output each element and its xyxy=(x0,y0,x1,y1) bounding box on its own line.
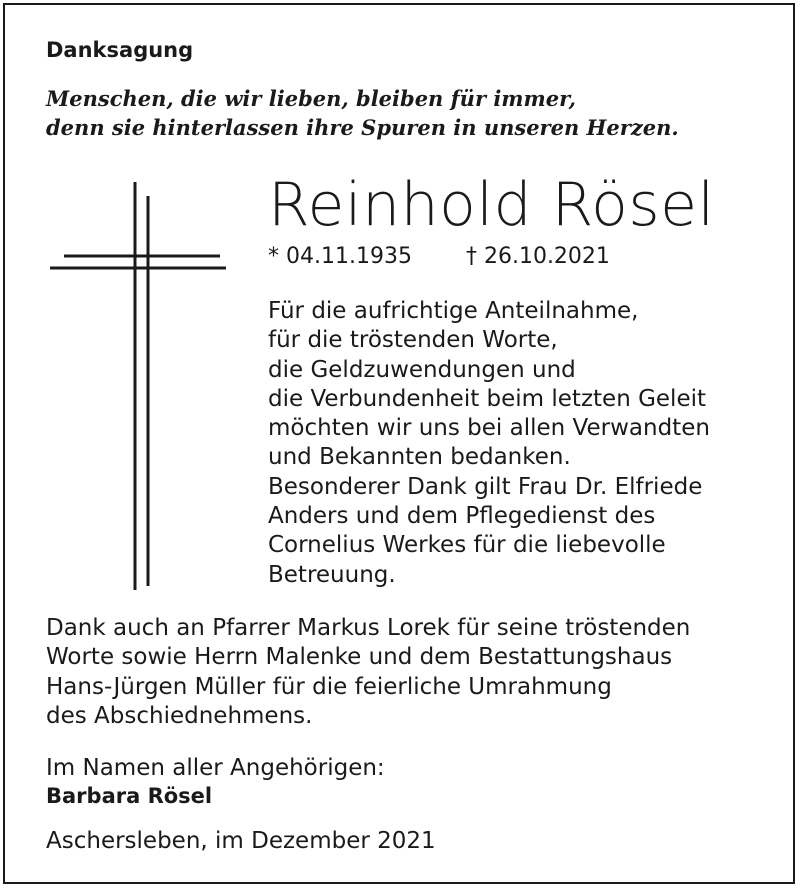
thanks-line: Für die aufrichtige Anteilnahme, xyxy=(268,298,639,324)
additional-thanks-line: Hans-Jürgen Müller für die feierliche Umrahmung xyxy=(46,673,612,700)
double-line-cross-icon xyxy=(50,182,226,590)
thanks-line: für die tröstenden Worte, xyxy=(268,327,558,354)
thanks-line: Betreuung. xyxy=(268,561,396,588)
on-behalf-text: Im Namen aller Angehörigen: xyxy=(46,755,385,781)
thanks-paragraph xyxy=(268,297,710,590)
thanks-line: Anders und dem Pflegedienst des xyxy=(268,503,656,530)
motto-line-1: Menschen, die wir lieben, bleiben für immer, xyxy=(46,86,576,111)
thanks-line: und Bekannten bedanken. xyxy=(268,444,571,471)
additional-thanks-paragraph xyxy=(46,614,690,731)
thanks-line: die Geldzuwendungen und xyxy=(268,356,576,383)
additional-thanks-line: Dank auch an Pfarrer Markus Lorek für seine tröstenden xyxy=(46,615,691,641)
death-date: † 26.10.2021 xyxy=(465,244,610,269)
deceased-name: Reinhold Rösel xyxy=(268,170,715,240)
additional-thanks-line: Worte sowie Herrn Malenke und dem Bestattungshaus xyxy=(46,644,673,671)
notice-heading: Danksagung xyxy=(46,38,194,62)
motto-line-2: denn sie hinterlassen ihre Spuren in unseren Herzen. xyxy=(46,115,679,140)
thanks-line: Cornelius Werkes für die liebevolle xyxy=(268,532,666,559)
place-date: Aschersleben, im Dezember 2021 xyxy=(46,828,436,854)
life-dates xyxy=(268,244,610,269)
thanks-line: die Verbundenheit beim letzten Geleit xyxy=(268,385,706,412)
signer-name: Barbara Rösel xyxy=(46,784,213,808)
additional-thanks-line: des Abschiednehmens. xyxy=(46,702,313,729)
birth-date: * 04.11.1935 xyxy=(268,244,412,269)
thanks-line: Besonderer Dank gilt Frau Dr. Elfriede xyxy=(268,473,703,500)
thanks-line: möchten wir uns bei allen Verwandten xyxy=(268,415,710,442)
